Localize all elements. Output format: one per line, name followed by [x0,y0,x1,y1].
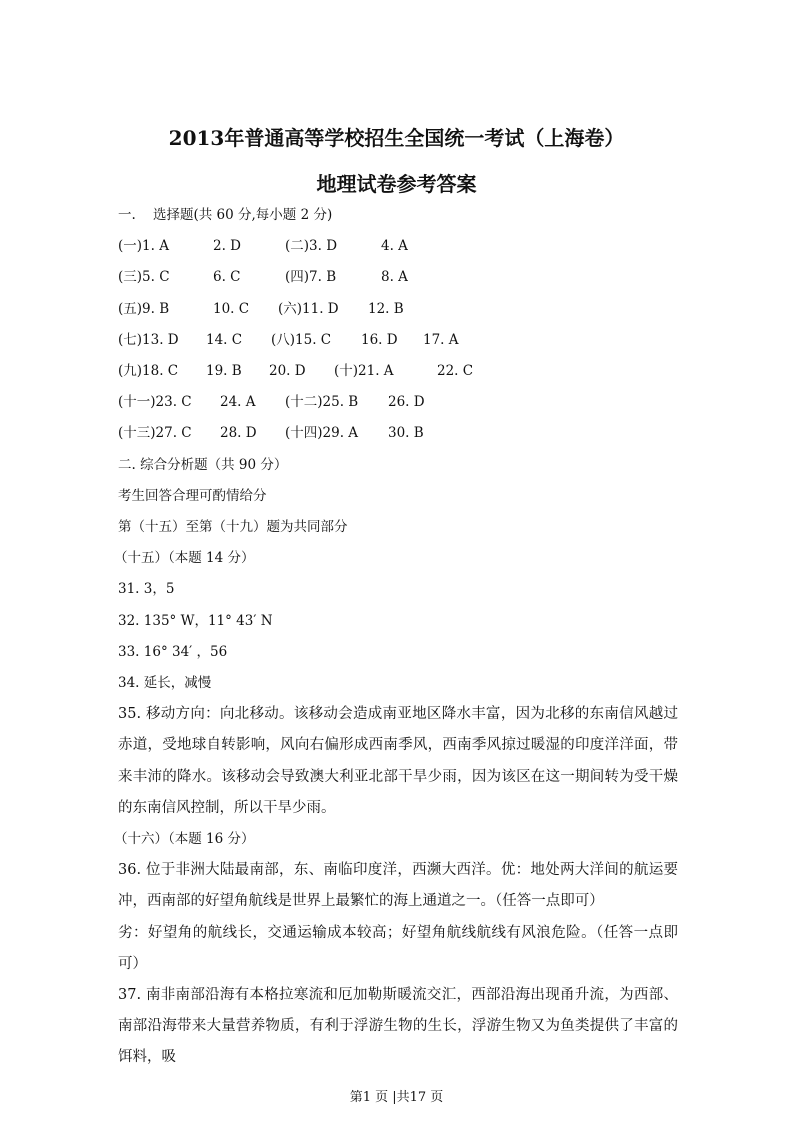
answer-row [118,262,678,293]
grading-note: 考生回答合理可酌情给分 [118,487,267,504]
answer-cell: 30. B [388,425,424,442]
answer-cell: 14. C [206,331,243,348]
answer-cell: 16. D [361,331,398,348]
answer-cell: 17. A [423,331,459,348]
answer-35: 35. 移动方向：向北移动。该移动会造成南亚地区降水丰富，因为北移的东南信风越过赤道，受地球自转影响，风向右偏形成西南季风，西南季风掠过暖湿的印度洋洋面，带来丰沛的降水。该移动会导致澳大利亚北部干旱少雨，因为该区在这一期间转为受干燥的东南信风控制，所以干旱少雨。 [118,706,678,816]
answer-row [118,231,678,262]
answer-32: 32. 135° W，11° 43′ N [118,612,273,629]
answer-cell: (十)21. A [334,363,394,380]
answer-cell: 22. C [437,363,474,380]
answer-cell: 19. B [206,363,242,380]
document-subtitle: 地理试卷参考答案 [316,172,477,196]
answer-cell: (六)11. D [278,300,339,317]
q15-header: （十五）（本题 14 分） [114,550,255,567]
answer-36-disadvantages: 劣：好望角的航线长，交通运输成本较高；好望角航线航线有风浪危险。（任答一点即可） [118,924,678,972]
answer-36: 36. 位于非洲大陆最南部，东、南临印度洋，西濒大西洋。优：地处两大洋间的航运要冲，西南部的好望角航线是世界上最繁忙的海上通道之一。（任答一点即可） [118,862,678,910]
answer-row [118,294,678,325]
answer-cell: (七)13. D [118,331,179,348]
answer-cell: (九)18. C [118,363,179,380]
answer-cell: (一)1. A [118,238,169,255]
answer-cell: 24. A [220,394,256,411]
section1-heading: 一. 选择题(共 60 分,每小题 2 分) [118,207,333,223]
answer-cell: (五)9. B [118,300,170,317]
answer-33: 33. 16° 34′ ，56 [118,643,228,660]
answer-row [118,387,678,418]
answer-cell: (十一)23. C [118,394,192,411]
answer-row [118,325,678,356]
document-body [114,200,678,1074]
answer-cell: 8. A [381,269,408,286]
section2-heading: 二. 综合分析题（共 90 分） [118,456,288,473]
answer-cell: (四)7. B [285,269,337,286]
answer-cell: 20. D [269,363,306,380]
answer-cell: (十四)29. A [285,425,359,442]
answer-37: 37. 南非南部沿海有本格拉寒流和厄加勒斯暖流交汇，西部沿海出现甬升流，为西部、南部沿海带来大量营养物质，有利于浮游生物的生长，浮游生物又为鱼类提供了丰富的饵料，吸 [118,987,678,1066]
answer-row [118,356,678,387]
answer-cell: 12. B [368,300,404,317]
answer-cell: 28. D [220,425,257,442]
answer-cell: (二)3. D [285,238,338,255]
answer-cell: 26. D [388,394,425,411]
q16-header: （十六）（本题 16 分） [114,831,255,848]
answer-cell: 6. C [213,269,241,286]
document-title: 2013年普通高等学校招生全国统一考试（上海卷） [168,126,625,150]
answer-cell: 10. C [213,300,250,317]
common-part-note: 第（十五）至第（十九）题为共同部分 [118,519,348,536]
answer-31: 31. 3，5 [118,581,175,598]
answer-row [118,418,678,449]
answer-cell: (十二)25. B [285,394,359,411]
page-footer: 第1 页 |共17 页 [349,1090,444,1105]
answer-cell: (十三)27. C [118,425,192,442]
answer-cell: 2. D [213,238,241,255]
answer-cell: (八)15. C [271,331,332,348]
multiple-choice-answers [118,231,678,449]
answer-34: 34. 延长，减慢 [118,675,212,692]
answer-cell: (三)5. C [118,269,170,286]
answer-cell: 4. A [381,238,408,255]
